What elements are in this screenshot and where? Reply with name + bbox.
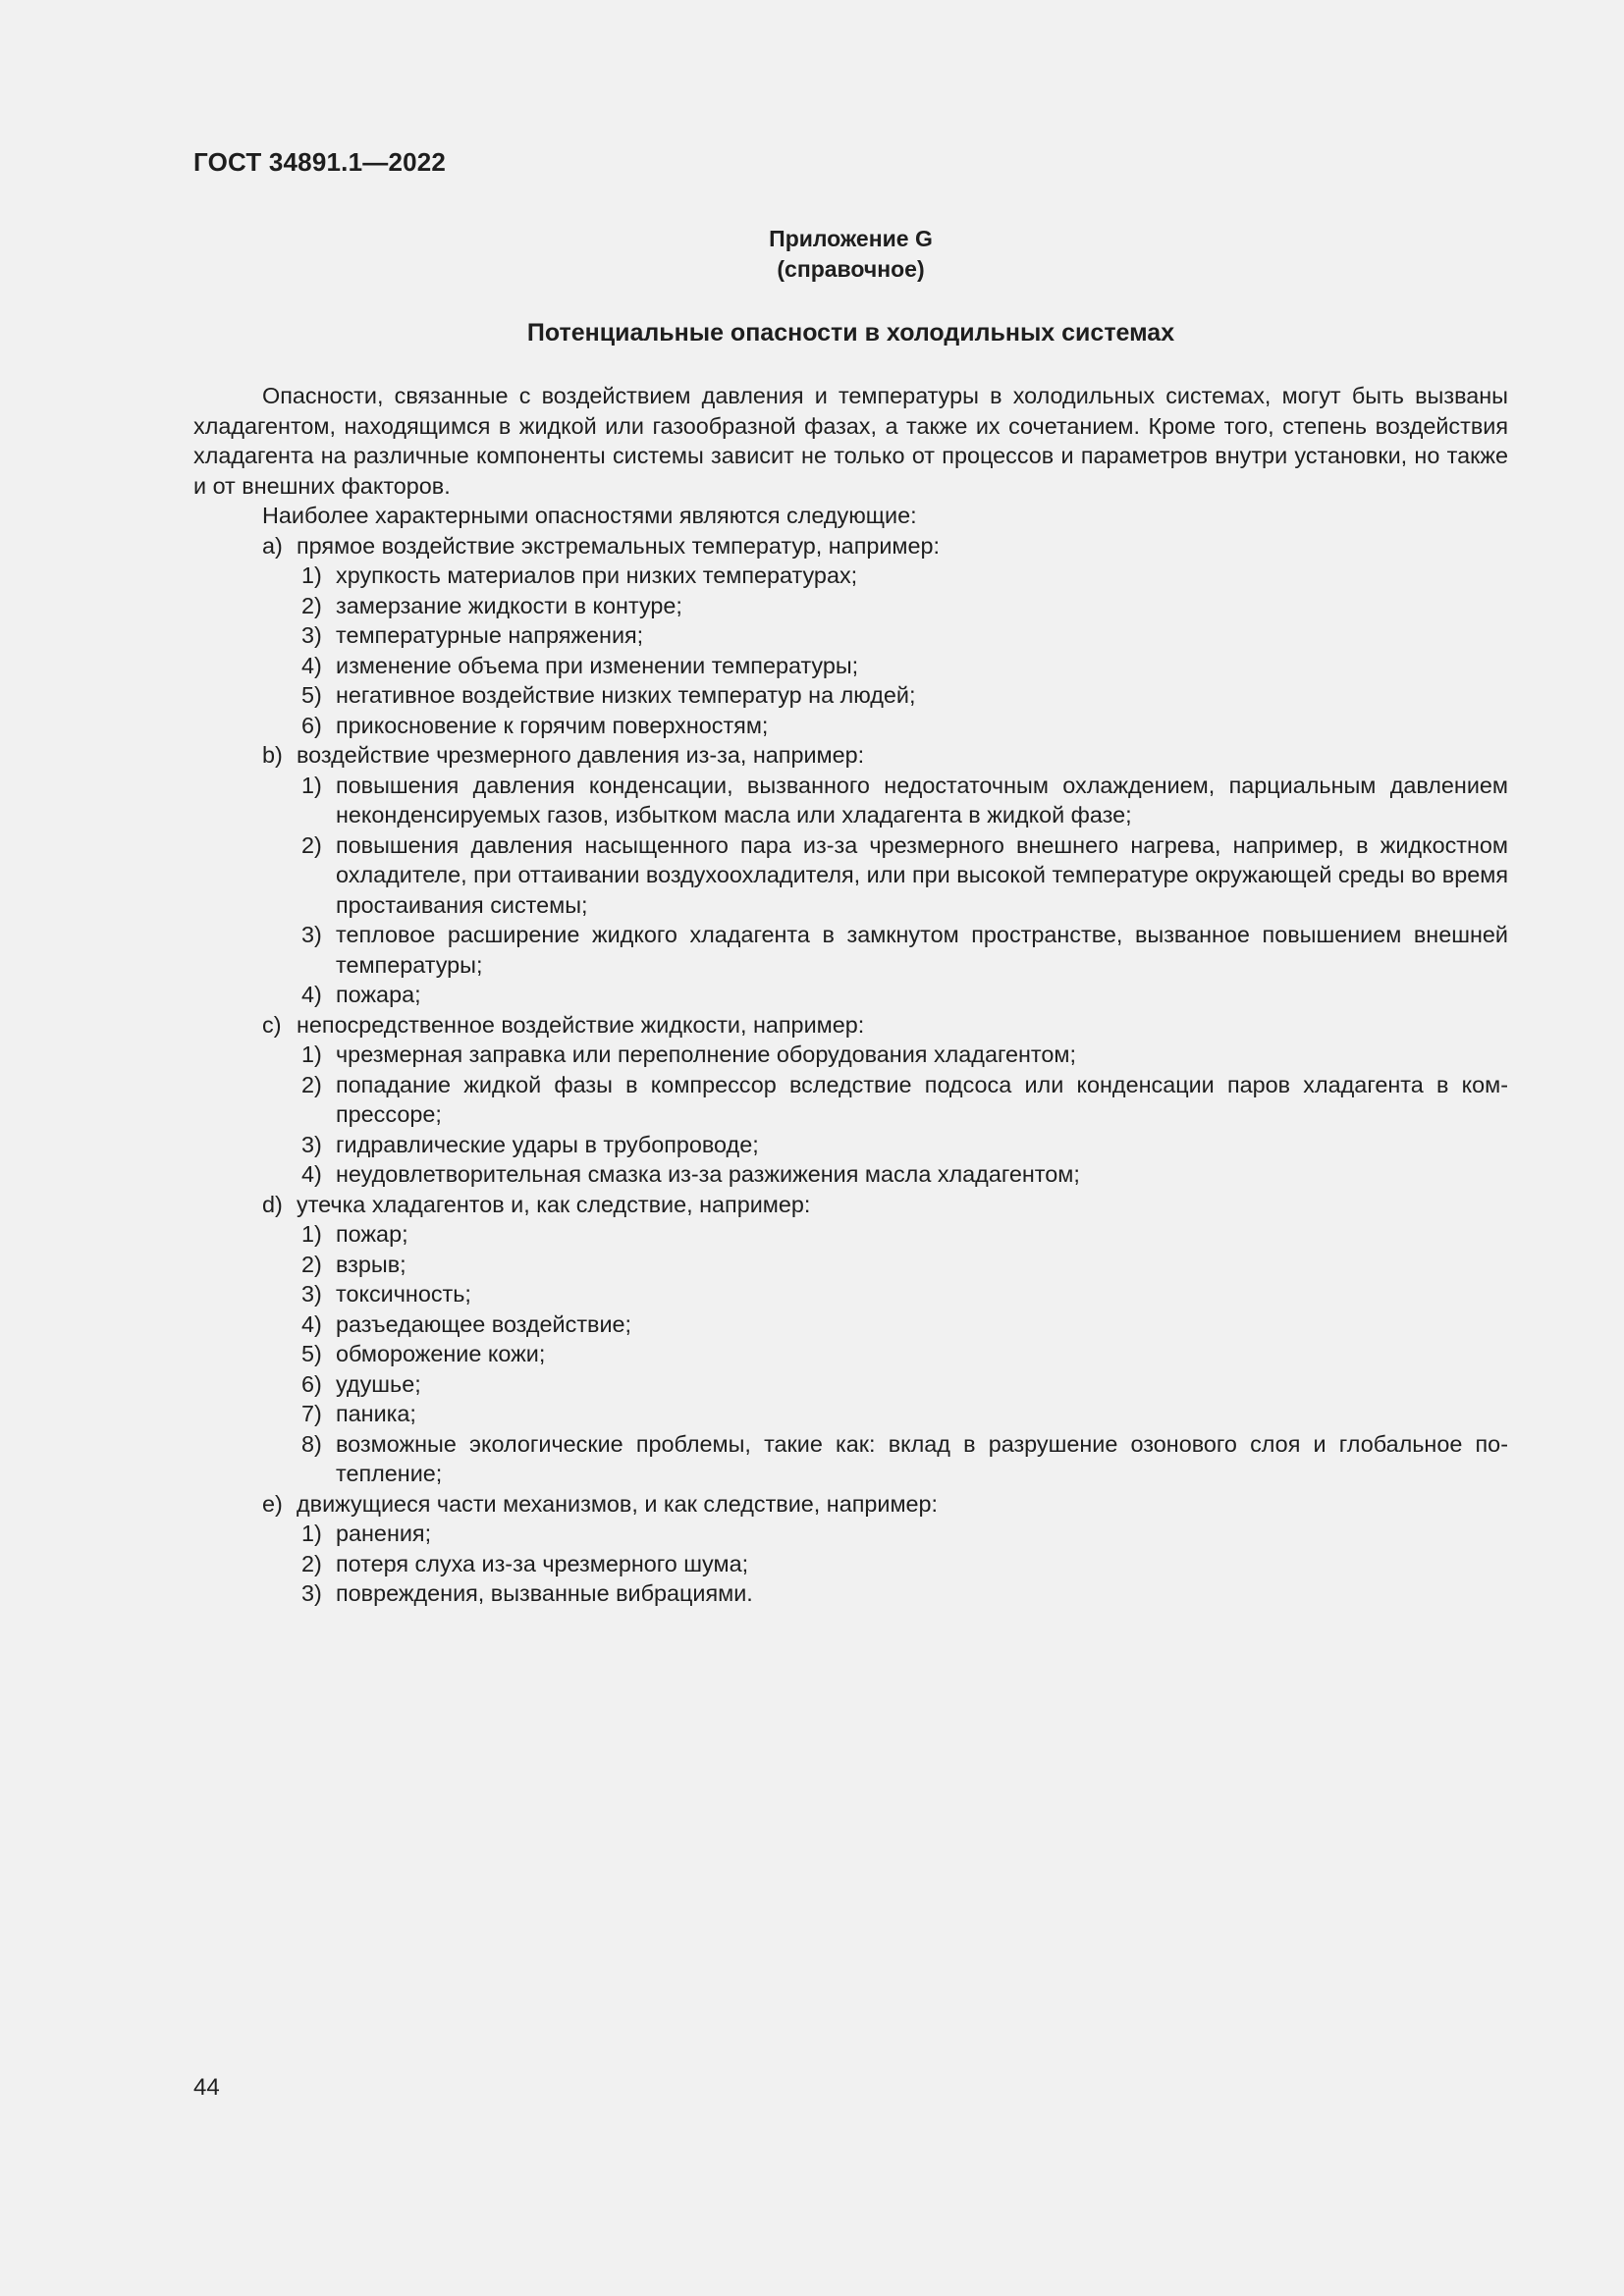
- hazard-group: [193, 1010, 1508, 1041]
- hazard-group-text: утечка хладагентов и, как следствие, например:: [297, 1191, 811, 1217]
- hazard-subitems-list: [193, 1040, 1508, 1190]
- hazard-subitems-container: [193, 1040, 1508, 1190]
- appendix-subtitle: (справочное): [777, 256, 925, 282]
- list-item-text: температурные напряжения;: [336, 622, 644, 648]
- list-marker: 7): [301, 1401, 322, 1426]
- list-item-text: повреждения, вызванные вибрациями.: [336, 1580, 753, 1606]
- appendix-title: Приложение G: [769, 226, 933, 251]
- list-item-text: хрупкость материалов при низких температурах;: [336, 562, 858, 588]
- list-marker: 6): [301, 712, 322, 738]
- list-marker: 2): [301, 1550, 322, 1576]
- list-item-text: попадание жидкой фазы в компрессор вследствие подсоса или конденсации паров хладагента в компрессоре;: [336, 1071, 1508, 1127]
- list-marker: a): [262, 532, 283, 559]
- list-item: [193, 1250, 1508, 1280]
- list-item-text: разъедающее воздействие;: [336, 1310, 632, 1337]
- list-marker: 6): [301, 1370, 322, 1397]
- hazard-group: [193, 1190, 1508, 1220]
- appendix-heading: [193, 224, 1508, 285]
- document-code: ГОСТ 34891.1—2022: [193, 147, 447, 177]
- list-item: [193, 651, 1508, 681]
- list-marker: 2): [301, 592, 322, 618]
- hazard-subitems-container: [193, 561, 1508, 740]
- hazard-group: [193, 531, 1508, 561]
- list-item: [193, 830, 1508, 921]
- list-item: [193, 1578, 1508, 1609]
- list-item-text: замерзание жидкости в контуре;: [336, 592, 682, 618]
- list-marker: 8): [301, 1430, 322, 1457]
- list-item: [193, 1130, 1508, 1160]
- list-marker: 3): [301, 922, 322, 947]
- list-marker: 2): [301, 831, 322, 858]
- list-item-text: повышения давления конденсации, вызванного недостаточным охлаждением, парциальным давлением неконденсируемых газов, избытком масла или хладагента в жидкой фазе;: [336, 772, 1508, 828]
- list-marker: 4): [301, 652, 322, 678]
- list-item-text: потеря слуха из-за чрезмерного шума;: [336, 1550, 749, 1576]
- hazard-groups-list: [193, 531, 1508, 1609]
- document-page: [193, 0, 1508, 2296]
- list-marker: 4): [301, 1161, 322, 1187]
- section-title: Потенциальные опасности в холодильных системах: [526, 319, 1175, 347]
- list-item: [193, 1309, 1508, 1340]
- hazard-group: [193, 1489, 1508, 1520]
- hazard-group-text: непосредственное воздействие жидкости, например:: [297, 1011, 865, 1038]
- list-marker: 3): [301, 622, 322, 648]
- hazard-subitems-container: [193, 1219, 1508, 1489]
- list-item: [193, 1519, 1508, 1549]
- list-marker: 1): [301, 1221, 322, 1247]
- list-item: [193, 680, 1508, 711]
- list-item-text: изменение объема при изменении температуры;: [336, 652, 859, 678]
- list-marker: 3): [301, 1281, 322, 1307]
- list-item: [193, 920, 1508, 980]
- list-marker: b): [262, 742, 283, 768]
- hazard-subitems-container: [193, 1519, 1508, 1609]
- list-item: [193, 1399, 1508, 1429]
- intro-paragraph: Опасности, связанные с воздействием давления и температуры в холодильных системах, могут быть вызваны хладагентом, находящимся в жидкой или газообразной фазах, а также их сочетанием. Кроме того, степень воздействия хладагента на различные компоненты системы зависит не только от процессов и параметров внутри установки, но также и от внешних факторов.: [193, 383, 1508, 499]
- page-number: 44: [193, 2074, 220, 2101]
- list-marker: 1): [301, 1521, 322, 1546]
- list-marker: 1): [301, 562, 322, 588]
- list-item: [193, 980, 1508, 1010]
- list-marker: d): [262, 1191, 283, 1217]
- list-item-text: повышения давления насыщенного пара из-за чрезмерного внешнего нагрева, например, в жидкостном охладителе, при оттаивании воздухоохладителя, или при высокой температуре окружающей среды во время простаивания системы;: [336, 831, 1508, 918]
- list-item-text: пожара;: [336, 982, 421, 1007]
- list-item: [193, 620, 1508, 651]
- list-item: [193, 561, 1508, 591]
- list-marker: 5): [301, 682, 322, 708]
- list-marker: 2): [301, 1071, 322, 1097]
- list-item: [193, 1549, 1508, 1579]
- hazard-subitems-list: [193, 771, 1508, 1010]
- list-item-text: неудовлетворительная смазка из-за разжижения масла хладагентом;: [336, 1161, 1080, 1187]
- list-marker: 1): [301, 1041, 322, 1067]
- list-marker: c): [262, 1011, 282, 1038]
- hazard-group: [193, 740, 1508, 771]
- list-marker: 5): [301, 1341, 322, 1366]
- list-item: [193, 1369, 1508, 1400]
- list-item-text: токсичность;: [336, 1281, 471, 1307]
- list-item-text: негативное воздействие низких температур на людей;: [336, 682, 916, 708]
- list-item-text: ранения;: [336, 1521, 432, 1546]
- list-marker: 1): [301, 772, 322, 798]
- hazard-subitems-list: [193, 561, 1508, 740]
- list-item-text: прикосновение к горячим поверхностям;: [336, 712, 769, 738]
- list-item-text: чрезмерная заправка или переполнение оборудования хладагентом;: [336, 1041, 1076, 1067]
- list-marker: 2): [301, 1251, 322, 1277]
- document-body: [193, 381, 1508, 1609]
- list-item-text: удушье;: [336, 1370, 421, 1397]
- list-item: [193, 1219, 1508, 1250]
- list-item-text: взрыв;: [336, 1251, 406, 1277]
- list-marker: 4): [301, 982, 322, 1007]
- list-item-text: возможные экологические проблемы, такие как: вклад в разрушение озонового слоя и глобальное потепление;: [336, 1430, 1508, 1486]
- list-marker: 3): [301, 1131, 322, 1157]
- list-item-text: гидравлические удары в трубопроводе;: [336, 1131, 759, 1157]
- list-marker: 4): [301, 1310, 322, 1337]
- lead-in-text: Наиболее характерными опасностями являются следующие:: [262, 503, 917, 528]
- list-item-text: обморожение кожи;: [336, 1341, 546, 1366]
- list-item: [193, 1429, 1508, 1489]
- hazard-subitems-container: [193, 771, 1508, 1010]
- list-item-text: паника;: [336, 1401, 416, 1426]
- hazard-subitems-list: [193, 1519, 1508, 1609]
- hazard-subitems-list: [193, 1219, 1508, 1489]
- list-marker: 3): [301, 1580, 322, 1606]
- list-item-text: пожар;: [336, 1221, 408, 1247]
- list-item: [193, 1070, 1508, 1130]
- list-item: [193, 1040, 1508, 1070]
- list-item: [193, 1159, 1508, 1190]
- list-item: [193, 1339, 1508, 1369]
- hazard-group-text: прямое воздействие экстремальных температур, например:: [297, 532, 941, 559]
- list-item: [193, 1279, 1508, 1309]
- list-marker: e): [262, 1490, 283, 1517]
- hazard-group-text: воздействие чрезмерного давления из-за, например:: [297, 742, 865, 768]
- list-item: [193, 771, 1508, 830]
- hazard-group-text: движущиеся части механизмов, и как следствие, например:: [297, 1490, 939, 1517]
- list-item: [193, 591, 1508, 621]
- list-item-text: тепловое расширение жидкого хладагента в замкнутом пространстве, вызванное повышением внешней температуры;: [336, 922, 1508, 978]
- list-item: [193, 711, 1508, 741]
